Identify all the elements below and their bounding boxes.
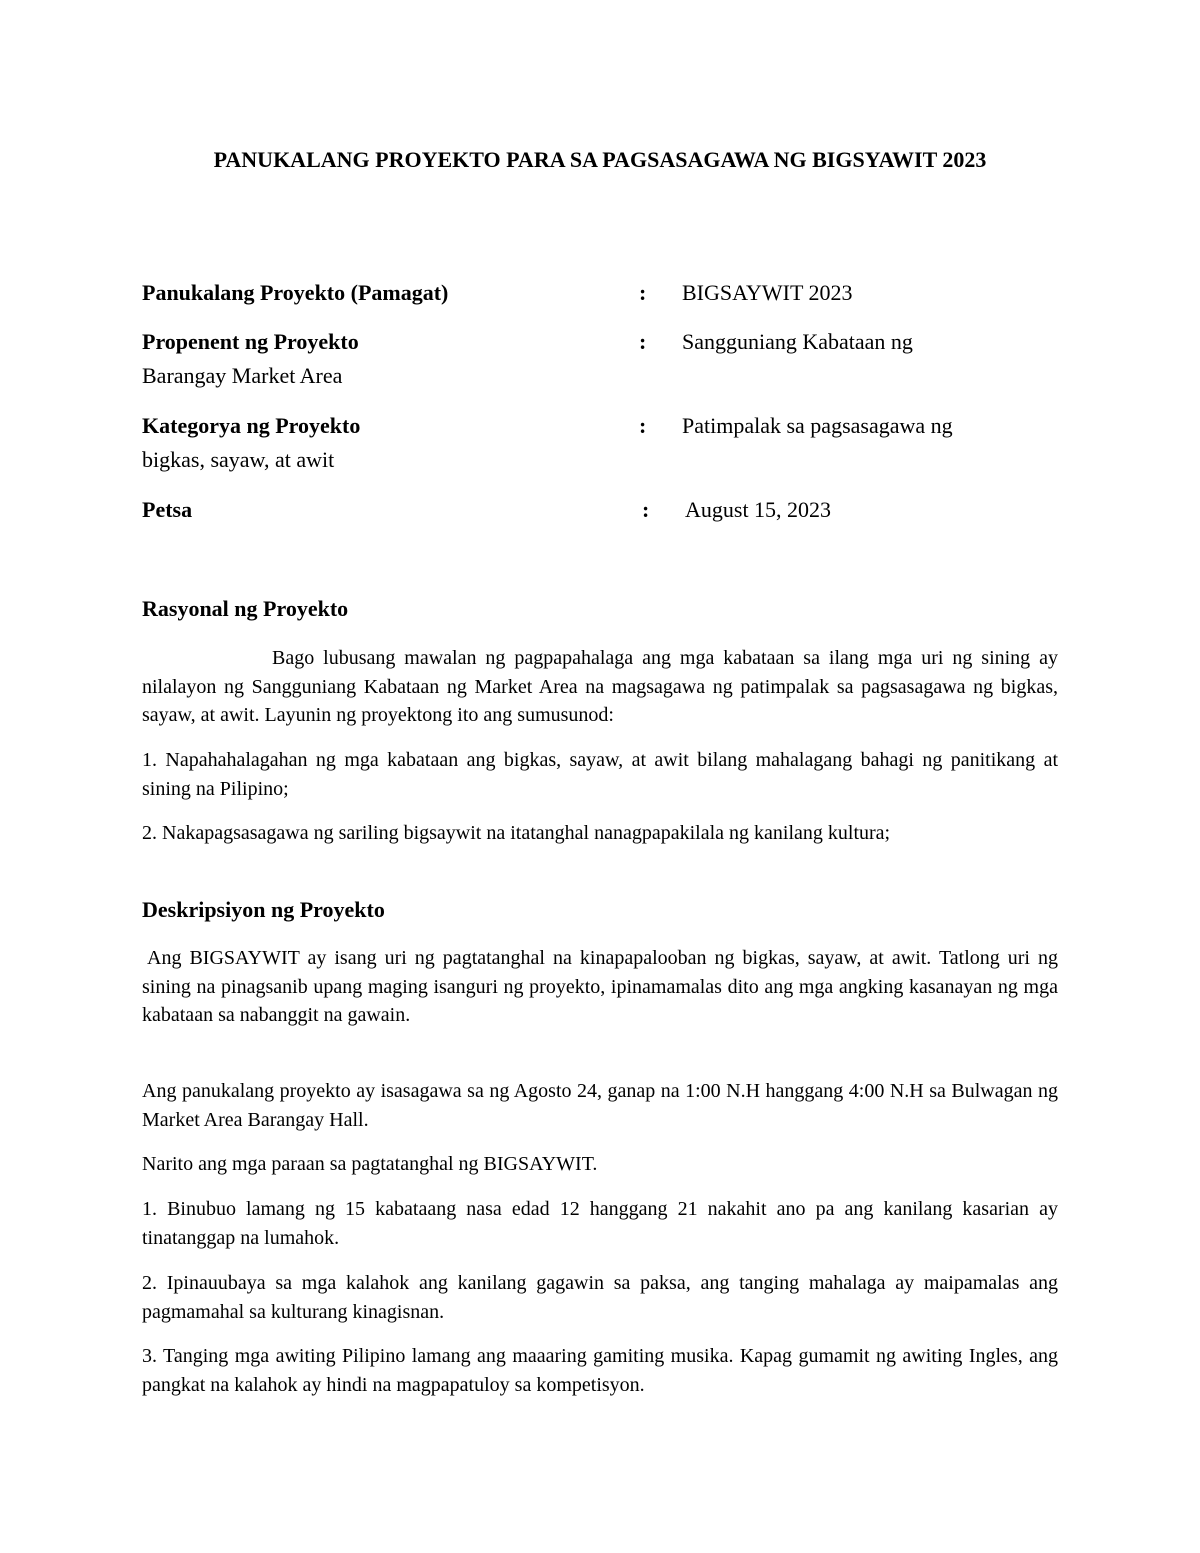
info-value: BIGSAYWIT 2023 <box>682 280 853 305</box>
info-value: Patimpalak sa pagsasagawa ng <box>682 413 953 438</box>
deskripsiyon-paragraph-2: Ang panukalang proyekto ay isasagawa sa ng Agosto 24, ganap na 1:00 N.H hanggang 4:00 N.H sa Bulwagan ng Market Area Barangay Hall. <box>142 1080 1058 1131</box>
info-label: Petsa <box>142 497 193 522</box>
deskripsiyon-list-item-2: 2. Ipinauubaya sa mga kalahok ang kanilang gagawin sa paksa, ang tanging mahalaga ay maipamalas ang pagmamahal sa kulturang kinagisnan. <box>142 1272 1058 1323</box>
info-colon: : <box>639 329 647 354</box>
info-colon: : <box>642 497 650 522</box>
info-value: August 15, 2023 <box>685 497 832 522</box>
deskripsiyon-paragraph-1: Ang BIGSAYWIT ay isang uri ng pagtatanghal na kinapapalooban ng bigkas, sayaw, at awit. Tatlong uri ng sining na pinagsanib upang maging isanguri ng proyekto, ipinamamalas dito ang mga angking kasanayan ng mga kabataan sa nabanggit na gawain. <box>142 947 1058 1026</box>
document-title: PANUKALANG PROYEKTO PARA SA PAGSASAGAWA NG BIGSYAWIT 2023 <box>213 147 987 172</box>
rasyonal-heading: Rasyonal ng Proyekto <box>142 596 349 621</box>
info-label: Panukalang Proyekto (Pamagat) <box>142 280 449 305</box>
deskripsiyon-list-item-1: 1. Binubuo lamang ng 15 kabataang nasa edad 12 hanggang 21 nakahit ano pa ang kanilang kasarian ay tinatanggap na lumahok. <box>142 1198 1058 1249</box>
info-label: Propenent ng Proyekto <box>142 329 359 354</box>
info-colon: : <box>639 280 647 305</box>
info-continuation: Barangay Market Area <box>142 363 343 388</box>
info-colon: : <box>639 413 647 438</box>
info-continuation: bigkas, sayaw, at awit <box>142 447 335 472</box>
rasyonal-item-2: 2. Nakapagsasagawa ng sariling bigsaywit na itatanghal nanagpapakilala ng kanilang kultura; <box>142 822 891 844</box>
info-value: Sangguniang Kabataan ng <box>682 329 913 354</box>
rasyonal-intro: Bago lubusang mawalan ng pagpapahalaga ang mga kabataan sa ilang mga uri ng sining ay nilalayon ng Sangguniang Kabataan ng Market Area na magsagawa ng patimpalak sa pagsasagawa ng bigkas, sayaw, at awit. Layunin ng proyektong ito ang sumusunod: <box>142 647 1058 726</box>
deskripsiyon-paragraph-3: Narito ang mga paraan sa pagtatanghal ng BIGSAYWIT. <box>142 1153 598 1175</box>
info-label: Kategorya ng Proyekto <box>142 413 361 438</box>
deskripsiyon-heading: Deskripsiyon ng Proyekto <box>142 897 385 922</box>
rasyonal-item-1: 1. Napahahalagahan ng mga kabataan ang bigkas, sayaw, at awit bilang mahalagang bahagi ng panitikang at sining na Pilipino; <box>142 749 1058 800</box>
deskripsiyon-list-item-3: 3. Tanging mga awiting Pilipino lamang ang maaaring gamiting musika. Kapag gumamit ng awiting Ingles, ang pangkat na kalahok ay hindi na magpapatuloy sa kompetisyon. <box>142 1345 1058 1396</box>
